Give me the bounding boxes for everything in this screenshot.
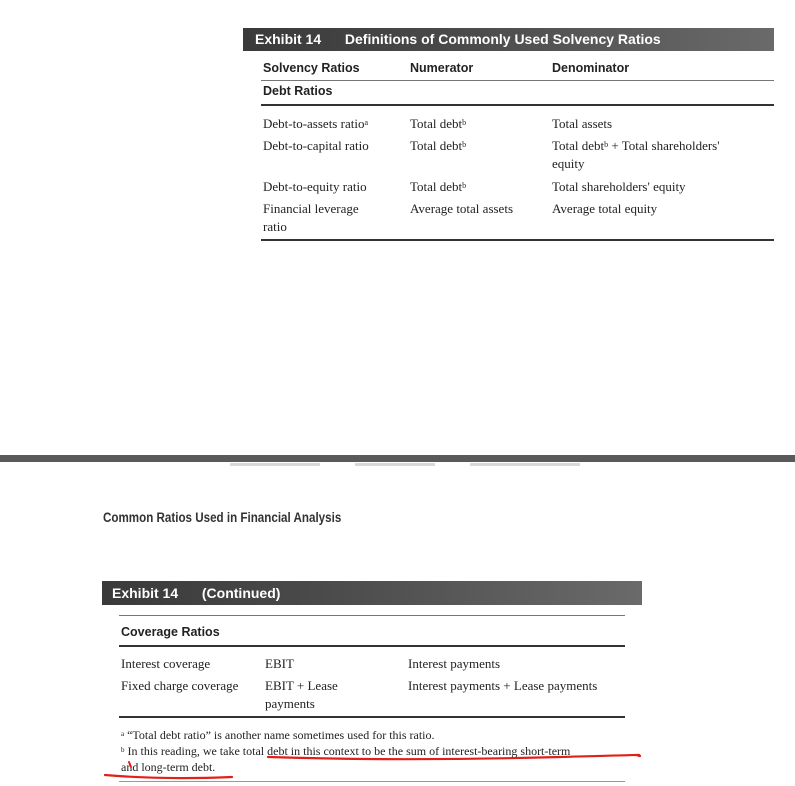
exhibit-bottom-title: (Continued) — [201, 585, 281, 601]
table-row: Debt-to-capital ratio — [263, 138, 369, 153]
col-header-solvency-ratios: Solvency Ratios — [263, 61, 360, 75]
section-debt-ratios: Debt Ratios — [263, 84, 333, 98]
col-header-denominator: Denominator — [552, 61, 630, 75]
exhibit-bottom-number: Exhibit 14 — [112, 585, 179, 601]
table-row: Debt-to-equity ratio — [263, 179, 367, 194]
table-row: Financial leverage — [263, 201, 359, 216]
footnote-b: $^b$ In this reading, we take total debt in this context to be the sum of interest-bearing short-term — [121, 744, 571, 758]
col-header-numerator: Numerator — [410, 61, 474, 75]
exhibit-top-title: Definitions of Commonly Used Solvency Ratios — [344, 31, 661, 47]
table-row: Fixed charge coverage — [121, 678, 239, 693]
footnote-a: $^a$ “Total debt ratio” is another name sometimes used for this ratio. — [121, 728, 435, 742]
running-head: Common Ratios Used in Financial Analysis — [103, 510, 342, 525]
table-row: Debt-to-assets ratio$^a$ — [263, 116, 369, 131]
table-row: Interest coverage — [121, 656, 211, 671]
exhibit-top-number: Exhibit 14 — [255, 31, 322, 47]
footnote-b-continued: and long-term debt. — [121, 760, 216, 774]
section-coverage-ratios: Coverage Ratios — [121, 625, 220, 639]
